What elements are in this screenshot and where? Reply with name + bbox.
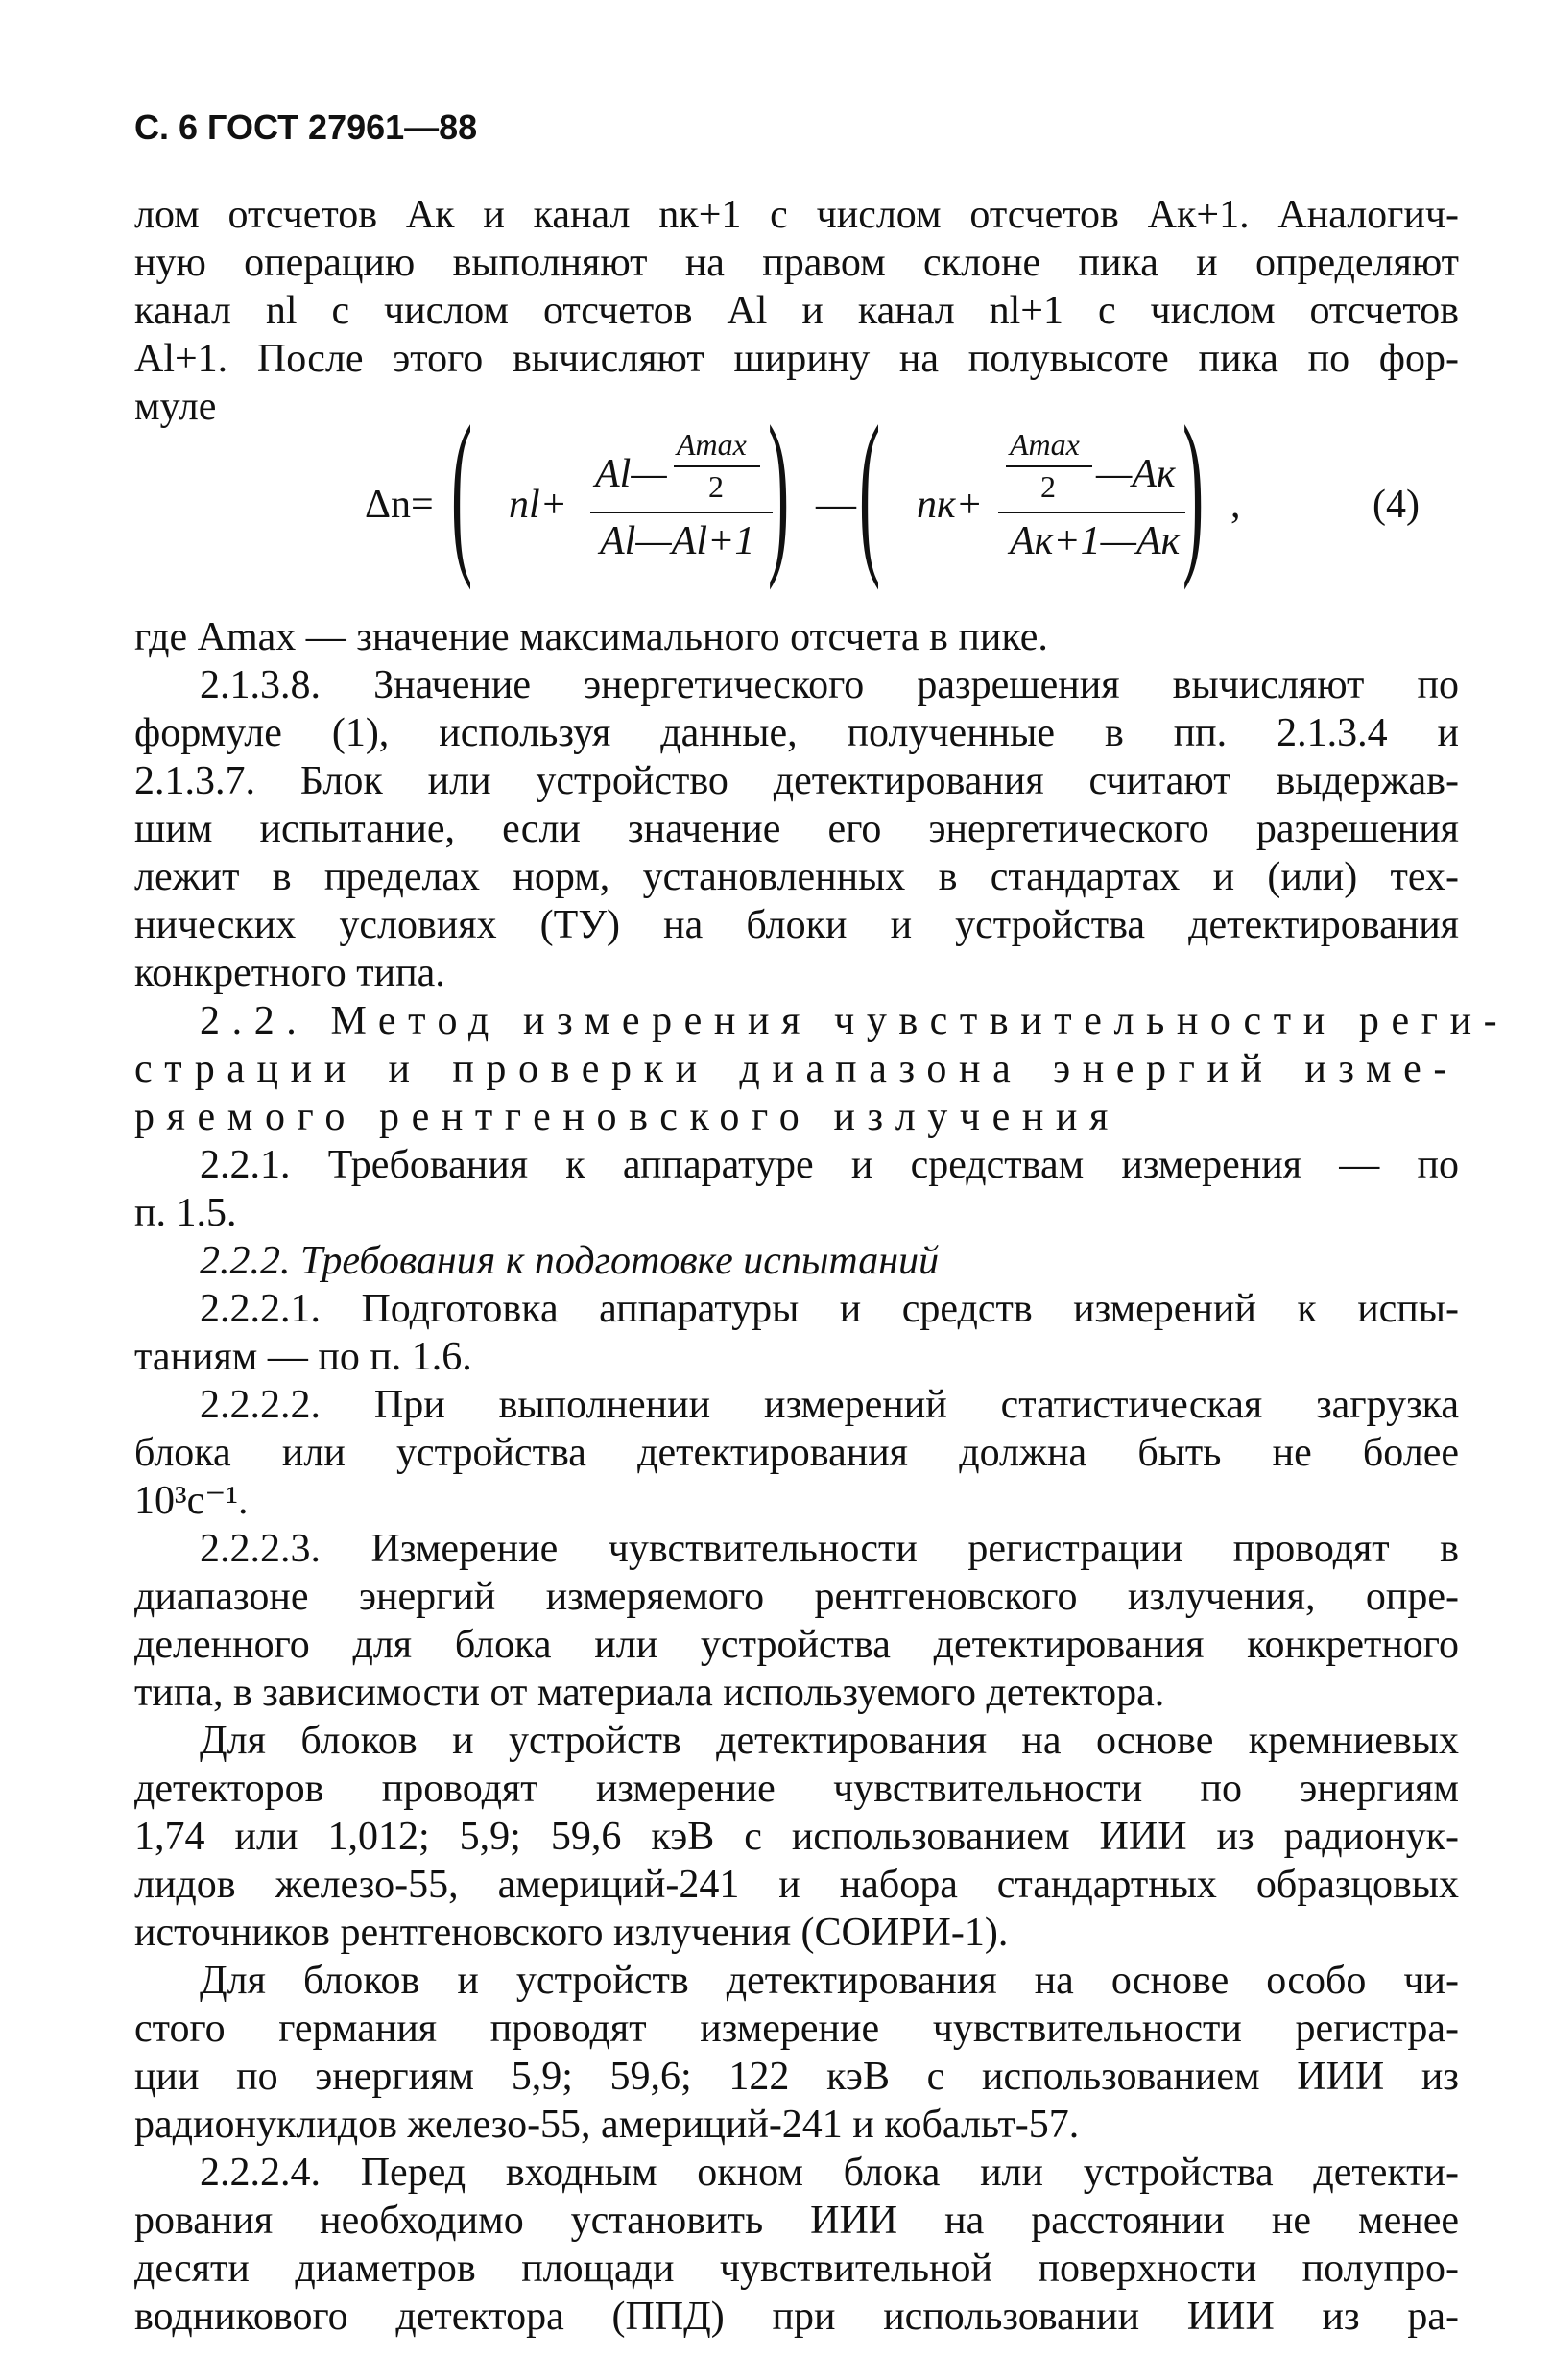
formula-num1-2: 2: [708, 469, 724, 504]
formula-num2-2: 2: [1040, 469, 1056, 504]
page-header: С. 6 ГОСТ 27961—88: [134, 107, 478, 147]
text-line: шим испытание, если значение его энергетического разрешения: [134, 807, 1459, 851]
text-line: Для блоков и устройств детектирования на основе кремниевых: [200, 1719, 1459, 1763]
formula-n-l: nl+: [509, 483, 568, 527]
formula-lhs: Δn=: [365, 483, 434, 527]
text-line: 2.2.2.3. Измерение чувствительности регистрации проводят в: [200, 1527, 1459, 1571]
text-line: лом отсчетов Aк и канал nк+1 с числом отсчетов Aк+1. Аналогич-: [134, 193, 1459, 237]
text-line: стого германия проводят измерение чувствительности регистра-: [134, 2007, 1459, 2051]
formula-4: [365, 390, 1478, 591]
text-line: десяти диаметров площади чувствительной поверхности полупро-: [134, 2247, 1459, 2291]
text-line: источников рентгеновского излучения (СОИРИ-1).: [134, 1911, 1009, 1955]
text-line: нических условиях (ТУ) на блоки и устройства детектирования: [134, 903, 1459, 947]
text-line: рования необходимо установить ИИИ на расстоянии не менее: [134, 2199, 1459, 2243]
text-line: 2.2.1. Требования к аппаратуре и средствам измерения — по: [200, 1143, 1459, 1187]
text-line: канал nl с числом отсчетов Al и канал nl+1 с числом отсчетов: [134, 289, 1459, 333]
text-line: формуле (1), используя данные, полученные в пп. 2.1.3.4 и: [134, 711, 1459, 755]
fraction-bar-1: [590, 512, 773, 513]
text-line: 10³c⁻¹.: [134, 1479, 249, 1523]
text-line: п. 1.5.: [134, 1191, 237, 1235]
equation-number: (4): [1373, 483, 1420, 527]
text-line: лежит в пределах норм, установленных в стандартах и (или) тех-: [134, 855, 1459, 899]
fraction-bar-2: [998, 512, 1185, 513]
formula-minus: —: [816, 483, 856, 527]
text-line: 2.1.3.7. Блок или устройство детектирования считают выдержав-: [134, 759, 1459, 803]
text-line: деленного для блока или устройства детектирования конкретного: [134, 1623, 1459, 1667]
formula-comma: ,: [1230, 483, 1241, 527]
formula-num1-a: Al—: [595, 452, 667, 496]
text-line: блока или устройства детектирования должна быть не более: [134, 1431, 1459, 1475]
formula-n-k: nк+: [917, 483, 983, 527]
right-paren: ): [1182, 390, 1205, 591]
text-line: Для блоков и устройств детектирования на основе особо чи-: [200, 1959, 1459, 2003]
left-paren: (: [859, 390, 881, 591]
left-paren: (: [451, 390, 473, 591]
text-line: ции по энергиям 5,9; 59,6; 122 кэВ с использованием ИИИ из: [134, 2055, 1459, 2099]
text-line: водникового детектора (ППД) при использовании ИИИ из ра-: [134, 2295, 1459, 2339]
text-line: таниям — по п. 1.6.: [134, 1335, 472, 1379]
subsection-heading: 2.2.2. Требования к подготовке испытаний: [200, 1239, 940, 1283]
formula-num1-amax: Amax: [677, 427, 747, 462]
fraction-bar-small-1: [674, 465, 760, 467]
text-line: Al+1. После этого вычисляют ширину на полувысоте пика по фор-: [134, 337, 1459, 381]
fraction-bar-small-2: [1006, 465, 1092, 467]
text-line: 2.1.3.8. Значение энергетического разрешения вычисляют по: [200, 663, 1459, 707]
text-line: радионуклидов железо-55, америций-241 и кобальт-57.: [134, 2103, 1080, 2147]
text-line: ную операцию выполняют на правом склоне пика и определяют: [134, 241, 1459, 285]
text-line: муле: [134, 385, 217, 429]
text-line: 2.2.2.4. Перед входным окном блока или устройства детекти-: [200, 2151, 1459, 2195]
text-line: детекторов проводят измерение чувствительности по энергиям: [134, 1767, 1459, 1811]
formula-den1: Al—Al+1: [600, 519, 755, 563]
text-line: лидов железо-55, америций-241 и набора стандартных образцовых: [134, 1863, 1459, 1907]
text-line: 2.2.2.1. Подготовка аппаратуры и средств измерений к испы-: [200, 1287, 1459, 1331]
text-line: где Amax — значение максимального отсчета в пике.: [134, 615, 1048, 659]
right-paren: ): [768, 390, 790, 591]
formula-num2-b: —Aк: [1096, 452, 1176, 496]
text-line: диапазоне энергий измеряемого рентгеновского излучения, опре-: [134, 1575, 1459, 1619]
formula-den2: Aк+1—Aк: [1010, 519, 1181, 563]
text-line: 2.2.2.2. При выполнении измерений статистическая загрузка: [200, 1383, 1459, 1427]
text-line: 1,74 или 1,012; 5,9; 59,6 кэВ с использованием ИИИ из радионук-: [134, 1815, 1459, 1859]
section-heading-line: ряемого рентгеновского излучения: [134, 1095, 1120, 1139]
formula-num2-amax: Amax: [1010, 427, 1080, 462]
section-heading-line: страции и проверки диапазона энергий изме-: [134, 1047, 1459, 1091]
section-heading-line: 2.2. Метод измерения чувствительности реги-: [200, 999, 1510, 1043]
text-line: типа, в зависимости от материала используемого детектора.: [134, 1671, 1165, 1715]
text-line: конкретного типа.: [134, 951, 445, 995]
